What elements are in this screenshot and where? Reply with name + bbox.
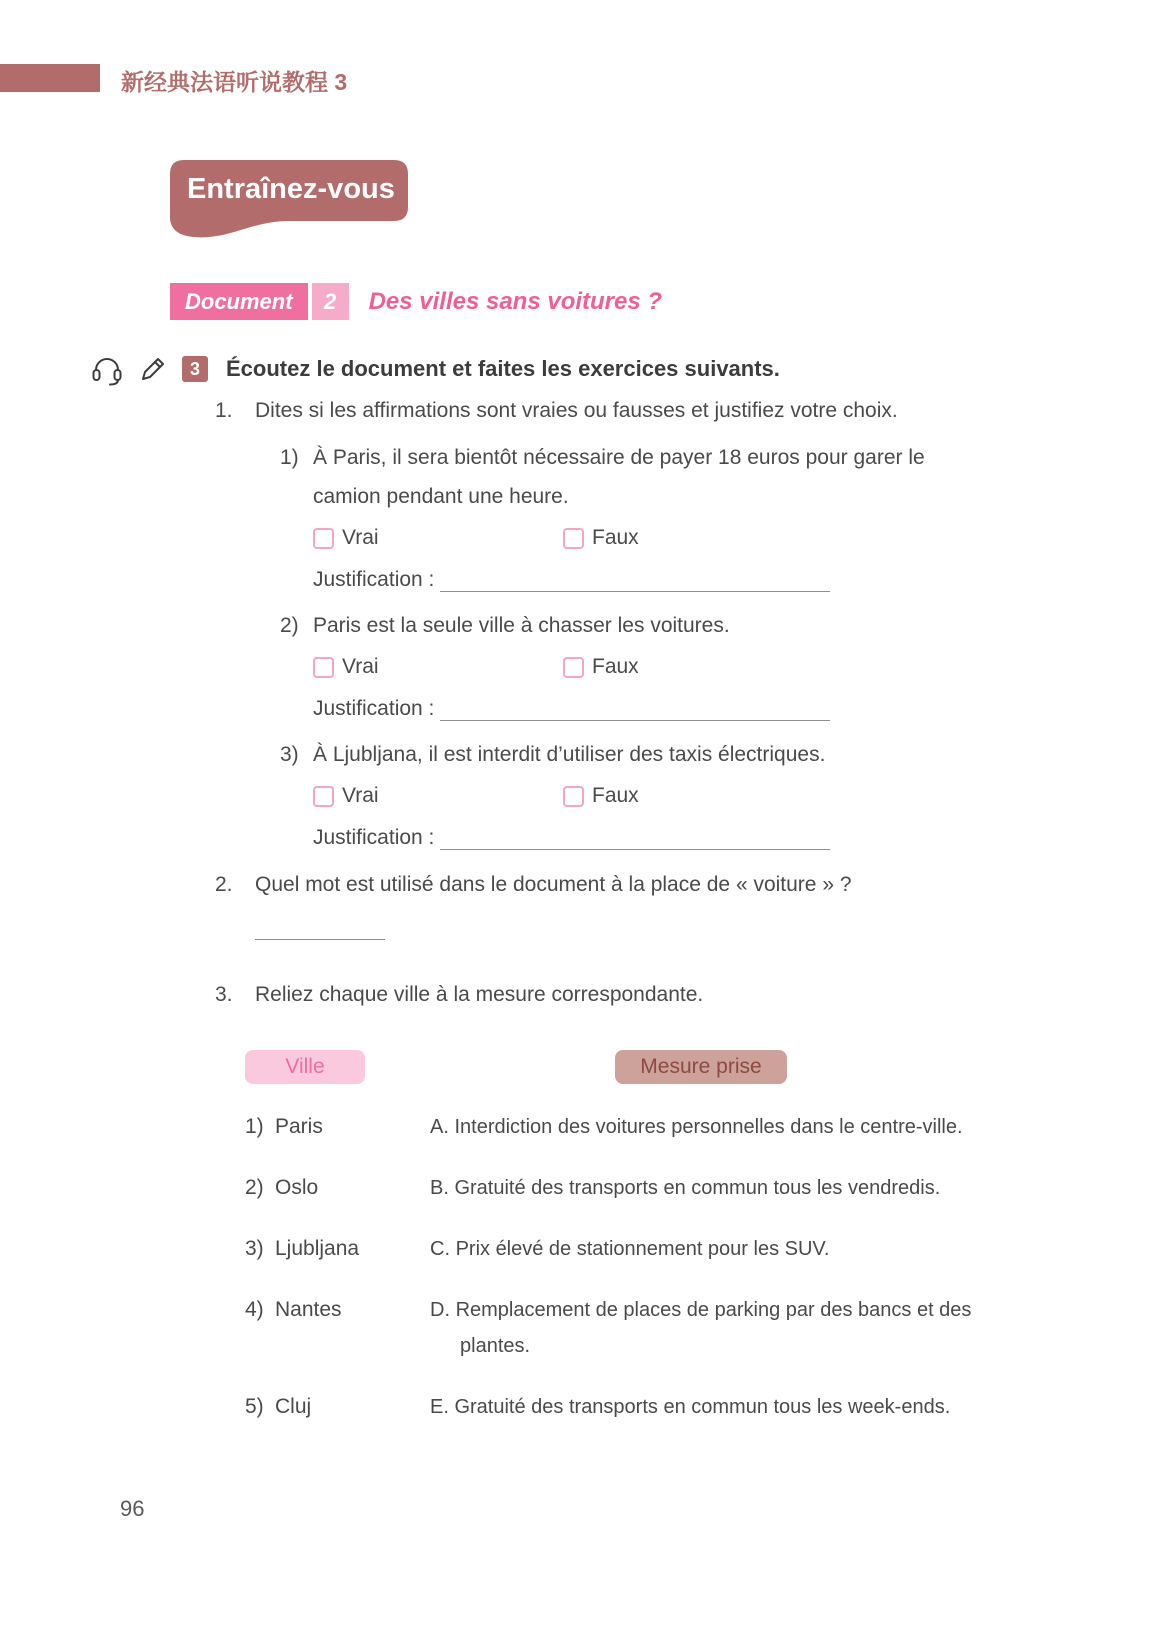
- faux-checkbox[interactable]: [563, 786, 584, 807]
- question-number: 2.: [215, 873, 233, 896]
- measure-body: Remplacement de places de parking par des bancs et des plantes.: [455, 1299, 972, 1357]
- question-text: Quel mot est utilisé dans le document à la place de « voiture » ?: [255, 873, 852, 896]
- mesure-prise-header: Mesure prise: [615, 1050, 787, 1084]
- ville-header: Ville: [245, 1050, 365, 1084]
- statements-list: [280, 438, 1020, 850]
- statement-line: [280, 606, 1020, 645]
- vrai-option: [313, 784, 563, 808]
- statement-text: À Ljubljana, il est interdit d’utiliser des taxis électriques.: [313, 743, 826, 766]
- faux-label: Faux: [592, 526, 639, 549]
- match-row-1: [215, 1109, 1020, 1145]
- measure-text[interactable]: [430, 1292, 1000, 1364]
- vrai-faux-row: [313, 523, 1020, 553]
- vrai-checkbox[interactable]: [313, 528, 334, 549]
- measure-body: Gratuité des transports en commun tous les week-ends.: [454, 1396, 951, 1418]
- vrai-option: [313, 655, 563, 679]
- statement-line: [280, 438, 1020, 516]
- pair-number: 1): [245, 1115, 264, 1138]
- question-text: Reliez chaque ville à la mesure correspondante.: [255, 983, 704, 1006]
- question-number: 1.: [215, 399, 233, 422]
- question-number: 3.: [215, 983, 233, 1006]
- city-label[interactable]: Ljubljana: [275, 1237, 360, 1260]
- measure-letter: D.: [430, 1299, 450, 1321]
- banner-label: Entraînez-vous: [187, 173, 395, 205]
- justification-label: Justification :: [313, 568, 435, 591]
- exercise-number-badge: 3: [182, 356, 208, 382]
- measure-body: Prix élevé de stationnement pour les SUV.: [455, 1238, 830, 1260]
- measure-text[interactable]: [430, 1170, 1000, 1206]
- exercise-header: [90, 352, 780, 386]
- vrai-label: Vrai: [342, 526, 379, 549]
- question-1: [215, 392, 1020, 430]
- faux-option: [563, 655, 813, 679]
- city-label[interactable]: Paris: [275, 1115, 323, 1138]
- justification-line[interactable]: [440, 826, 830, 850]
- match-row-5: [215, 1389, 1020, 1425]
- statement-text: À Paris, il sera bientôt nécessaire de payer 18 euros pour garer le camion pendant une heure.: [313, 446, 925, 508]
- statement-3: [280, 735, 1020, 850]
- vrai-checkbox[interactable]: [313, 786, 334, 807]
- city-label[interactable]: Nantes: [275, 1298, 342, 1321]
- document-number: 2: [312, 283, 349, 320]
- faux-label: Faux: [592, 655, 639, 678]
- book-title: 新经典法语听说教程 3: [121, 69, 348, 95]
- city-label[interactable]: Oslo: [275, 1176, 319, 1199]
- city-label[interactable]: Cluj: [275, 1395, 312, 1418]
- match-row-3: [215, 1231, 1020, 1267]
- pencil-icon: [138, 354, 168, 384]
- faux-label: Faux: [592, 784, 639, 807]
- statement-2: [280, 606, 1020, 721]
- document-title: Des villes sans voitures ?: [368, 287, 663, 315]
- vrai-faux-row: [313, 652, 1020, 682]
- measure-letter: E.: [430, 1396, 449, 1418]
- vrai-faux-row: [313, 781, 1020, 811]
- justification-row: [313, 820, 1020, 850]
- statement-1: [280, 438, 1020, 592]
- pair-number: 4): [245, 1298, 264, 1321]
- statement-number: 1): [280, 446, 299, 469]
- question-text: Dites si les affirmations sont vraies ou fausses et justifiez votre choix.: [255, 399, 898, 422]
- measure-text[interactable]: [430, 1109, 1000, 1145]
- headphones-icon: [90, 352, 126, 386]
- justification-line[interactable]: [440, 568, 830, 592]
- document-heading: [170, 283, 662, 320]
- measure-body: Interdiction des voitures personnelles dans le centre-ville.: [454, 1116, 963, 1138]
- pair-number: 3): [245, 1237, 264, 1260]
- header-accent-bar: [0, 64, 100, 92]
- statement-number: 2): [280, 614, 299, 637]
- faux-checkbox[interactable]: [563, 528, 584, 549]
- statement-line: [280, 735, 1020, 774]
- justification-label: Justification :: [313, 826, 435, 849]
- measure-letter: C.: [430, 1238, 450, 1260]
- justification-line[interactable]: [440, 697, 830, 721]
- vrai-label: Vrai: [342, 655, 379, 678]
- measure-letter: A.: [430, 1116, 449, 1138]
- exercise-content: [215, 392, 1020, 1425]
- entrainez-vous-banner: [170, 160, 408, 240]
- faux-option: [563, 784, 813, 808]
- pair-number: 2): [245, 1176, 264, 1199]
- measure-text[interactable]: [430, 1389, 1000, 1425]
- measure-text[interactable]: [430, 1231, 1000, 1267]
- match-list: [215, 1109, 1020, 1425]
- measure-body: Gratuité des transports en commun tous les vendredis.: [454, 1177, 941, 1199]
- faux-checkbox[interactable]: [563, 657, 584, 678]
- faux-option: [563, 526, 813, 550]
- vrai-option: [313, 526, 563, 550]
- justification-row: [313, 691, 1020, 721]
- pair-number: 5): [245, 1395, 264, 1418]
- justification-label: Justification :: [313, 697, 435, 720]
- exercise-instruction: Écoutez le document et faites les exercices suivants.: [226, 356, 780, 381]
- match-headers: [215, 1050, 1020, 1084]
- document-label: Document: [170, 283, 308, 320]
- match-row-4: [215, 1292, 1020, 1364]
- match-row-2: [215, 1170, 1020, 1206]
- statement-number: 3): [280, 743, 299, 766]
- question-2: [215, 866, 1020, 940]
- question-3: [215, 976, 1020, 1425]
- justification-row: [313, 562, 1020, 592]
- page-number: 96: [120, 1496, 145, 1521]
- vrai-checkbox[interactable]: [313, 657, 334, 678]
- answer-line[interactable]: [255, 932, 385, 940]
- statement-text: Paris est la seule ville à chasser les voitures.: [313, 614, 730, 637]
- vrai-label: Vrai: [342, 784, 379, 807]
- measure-letter: B.: [430, 1177, 449, 1199]
